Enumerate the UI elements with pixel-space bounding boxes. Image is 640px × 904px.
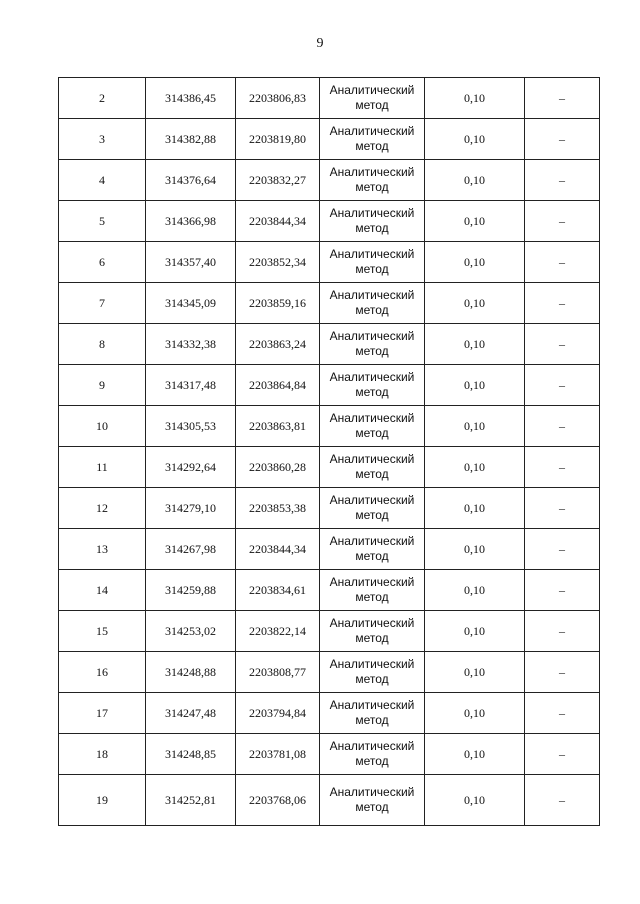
method: Аналитический метод [320,734,425,775]
note: – [525,201,600,242]
note: – [525,242,600,283]
point-number: 10 [59,406,146,447]
method: Аналитический метод [320,406,425,447]
coordinates-table [58,77,600,826]
method: Аналитический метод [320,365,425,406]
table-row [59,406,600,447]
table-row [59,529,600,570]
method: Аналитический метод [320,78,425,119]
coord-y: 2203860,28 [236,447,320,488]
table-row [59,611,600,652]
method: Аналитический метод [320,611,425,652]
accuracy: 0,10 [425,529,525,570]
coord-y: 2203864,84 [236,365,320,406]
accuracy: 0,10 [425,488,525,529]
table-row [59,488,600,529]
method: Аналитический метод [320,570,425,611]
accuracy: 0,10 [425,406,525,447]
accuracy: 0,10 [425,775,525,826]
table-row [59,570,600,611]
coord-y: 2203781,08 [236,734,320,775]
coord-x: 314248,88 [146,652,236,693]
table-row [59,652,600,693]
coord-y: 2203834,61 [236,570,320,611]
note: – [525,406,600,447]
coord-x: 314357,40 [146,242,236,283]
coord-x: 314332,38 [146,324,236,365]
table-row [59,447,600,488]
accuracy: 0,10 [425,119,525,160]
method: Аналитический метод [320,652,425,693]
coord-x: 314252,81 [146,775,236,826]
note: – [525,119,600,160]
coord-x: 314279,10 [146,488,236,529]
coord-x: 314259,88 [146,570,236,611]
point-number: 11 [59,447,146,488]
table-row [59,119,600,160]
coord-y: 2203863,81 [236,406,320,447]
table-body [59,78,600,826]
method: Аналитический метод [320,119,425,160]
point-number: 12 [59,488,146,529]
coord-y: 2203844,34 [236,529,320,570]
coord-y: 2203832,27 [236,160,320,201]
method: Аналитический метод [320,775,425,826]
accuracy: 0,10 [425,242,525,283]
table-row [59,693,600,734]
note: – [525,488,600,529]
coord-y: 2203863,24 [236,324,320,365]
method: Аналитический метод [320,324,425,365]
coord-y: 2203806,83 [236,78,320,119]
point-number: 13 [59,529,146,570]
point-number: 16 [59,652,146,693]
point-number: 17 [59,693,146,734]
coord-x: 314247,48 [146,693,236,734]
table-row [59,242,600,283]
method: Аналитический метод [320,447,425,488]
table-row [59,160,600,201]
accuracy: 0,10 [425,611,525,652]
table-row [59,201,600,242]
coord-x: 314382,88 [146,119,236,160]
note: – [525,734,600,775]
accuracy: 0,10 [425,283,525,324]
coord-y: 2203852,34 [236,242,320,283]
point-number: 5 [59,201,146,242]
point-number: 15 [59,611,146,652]
method: Аналитический метод [320,693,425,734]
point-number: 6 [59,242,146,283]
method: Аналитический метод [320,201,425,242]
coord-x: 314267,98 [146,529,236,570]
note: – [525,447,600,488]
note: – [525,283,600,324]
note: – [525,78,600,119]
point-number: 14 [59,570,146,611]
note: – [525,652,600,693]
accuracy: 0,10 [425,324,525,365]
accuracy: 0,10 [425,447,525,488]
method: Аналитический метод [320,242,425,283]
table-row [59,775,600,826]
note: – [525,570,600,611]
coord-y: 2203844,34 [236,201,320,242]
method: Аналитический метод [320,283,425,324]
accuracy: 0,10 [425,652,525,693]
note: – [525,365,600,406]
method: Аналитический метод [320,160,425,201]
accuracy: 0,10 [425,365,525,406]
point-number: 7 [59,283,146,324]
accuracy: 0,10 [425,570,525,611]
coord-y: 2203808,77 [236,652,320,693]
coord-x: 314386,45 [146,78,236,119]
accuracy: 0,10 [425,734,525,775]
accuracy: 0,10 [425,160,525,201]
coord-y: 2203859,16 [236,283,320,324]
method: Аналитический метод [320,488,425,529]
coord-y: 2203822,14 [236,611,320,652]
accuracy: 0,10 [425,693,525,734]
coord-x: 314248,85 [146,734,236,775]
coord-x: 314305,53 [146,406,236,447]
note: – [525,529,600,570]
accuracy: 0,10 [425,78,525,119]
point-number: 18 [59,734,146,775]
accuracy: 0,10 [425,201,525,242]
coord-y: 2203794,84 [236,693,320,734]
point-number: 2 [59,78,146,119]
point-number: 19 [59,775,146,826]
note: – [525,775,600,826]
table-row [59,365,600,406]
coord-x: 314317,48 [146,365,236,406]
page-number: 9 [316,36,324,51]
table-row [59,78,600,119]
table-row [59,324,600,365]
table-row [59,283,600,324]
note: – [525,693,600,734]
coord-x: 314253,02 [146,611,236,652]
coord-x: 314366,98 [146,201,236,242]
note: – [525,611,600,652]
table-row [59,734,600,775]
point-number: 4 [59,160,146,201]
method: Аналитический метод [320,529,425,570]
point-number: 9 [59,365,146,406]
point-number: 3 [59,119,146,160]
coord-x: 314292,64 [146,447,236,488]
point-number: 8 [59,324,146,365]
coord-x: 314345,09 [146,283,236,324]
coord-y: 2203768,06 [236,775,320,826]
coord-y: 2203853,38 [236,488,320,529]
coord-y: 2203819,80 [236,119,320,160]
note: – [525,160,600,201]
note: – [525,324,600,365]
coord-x: 314376,64 [146,160,236,201]
